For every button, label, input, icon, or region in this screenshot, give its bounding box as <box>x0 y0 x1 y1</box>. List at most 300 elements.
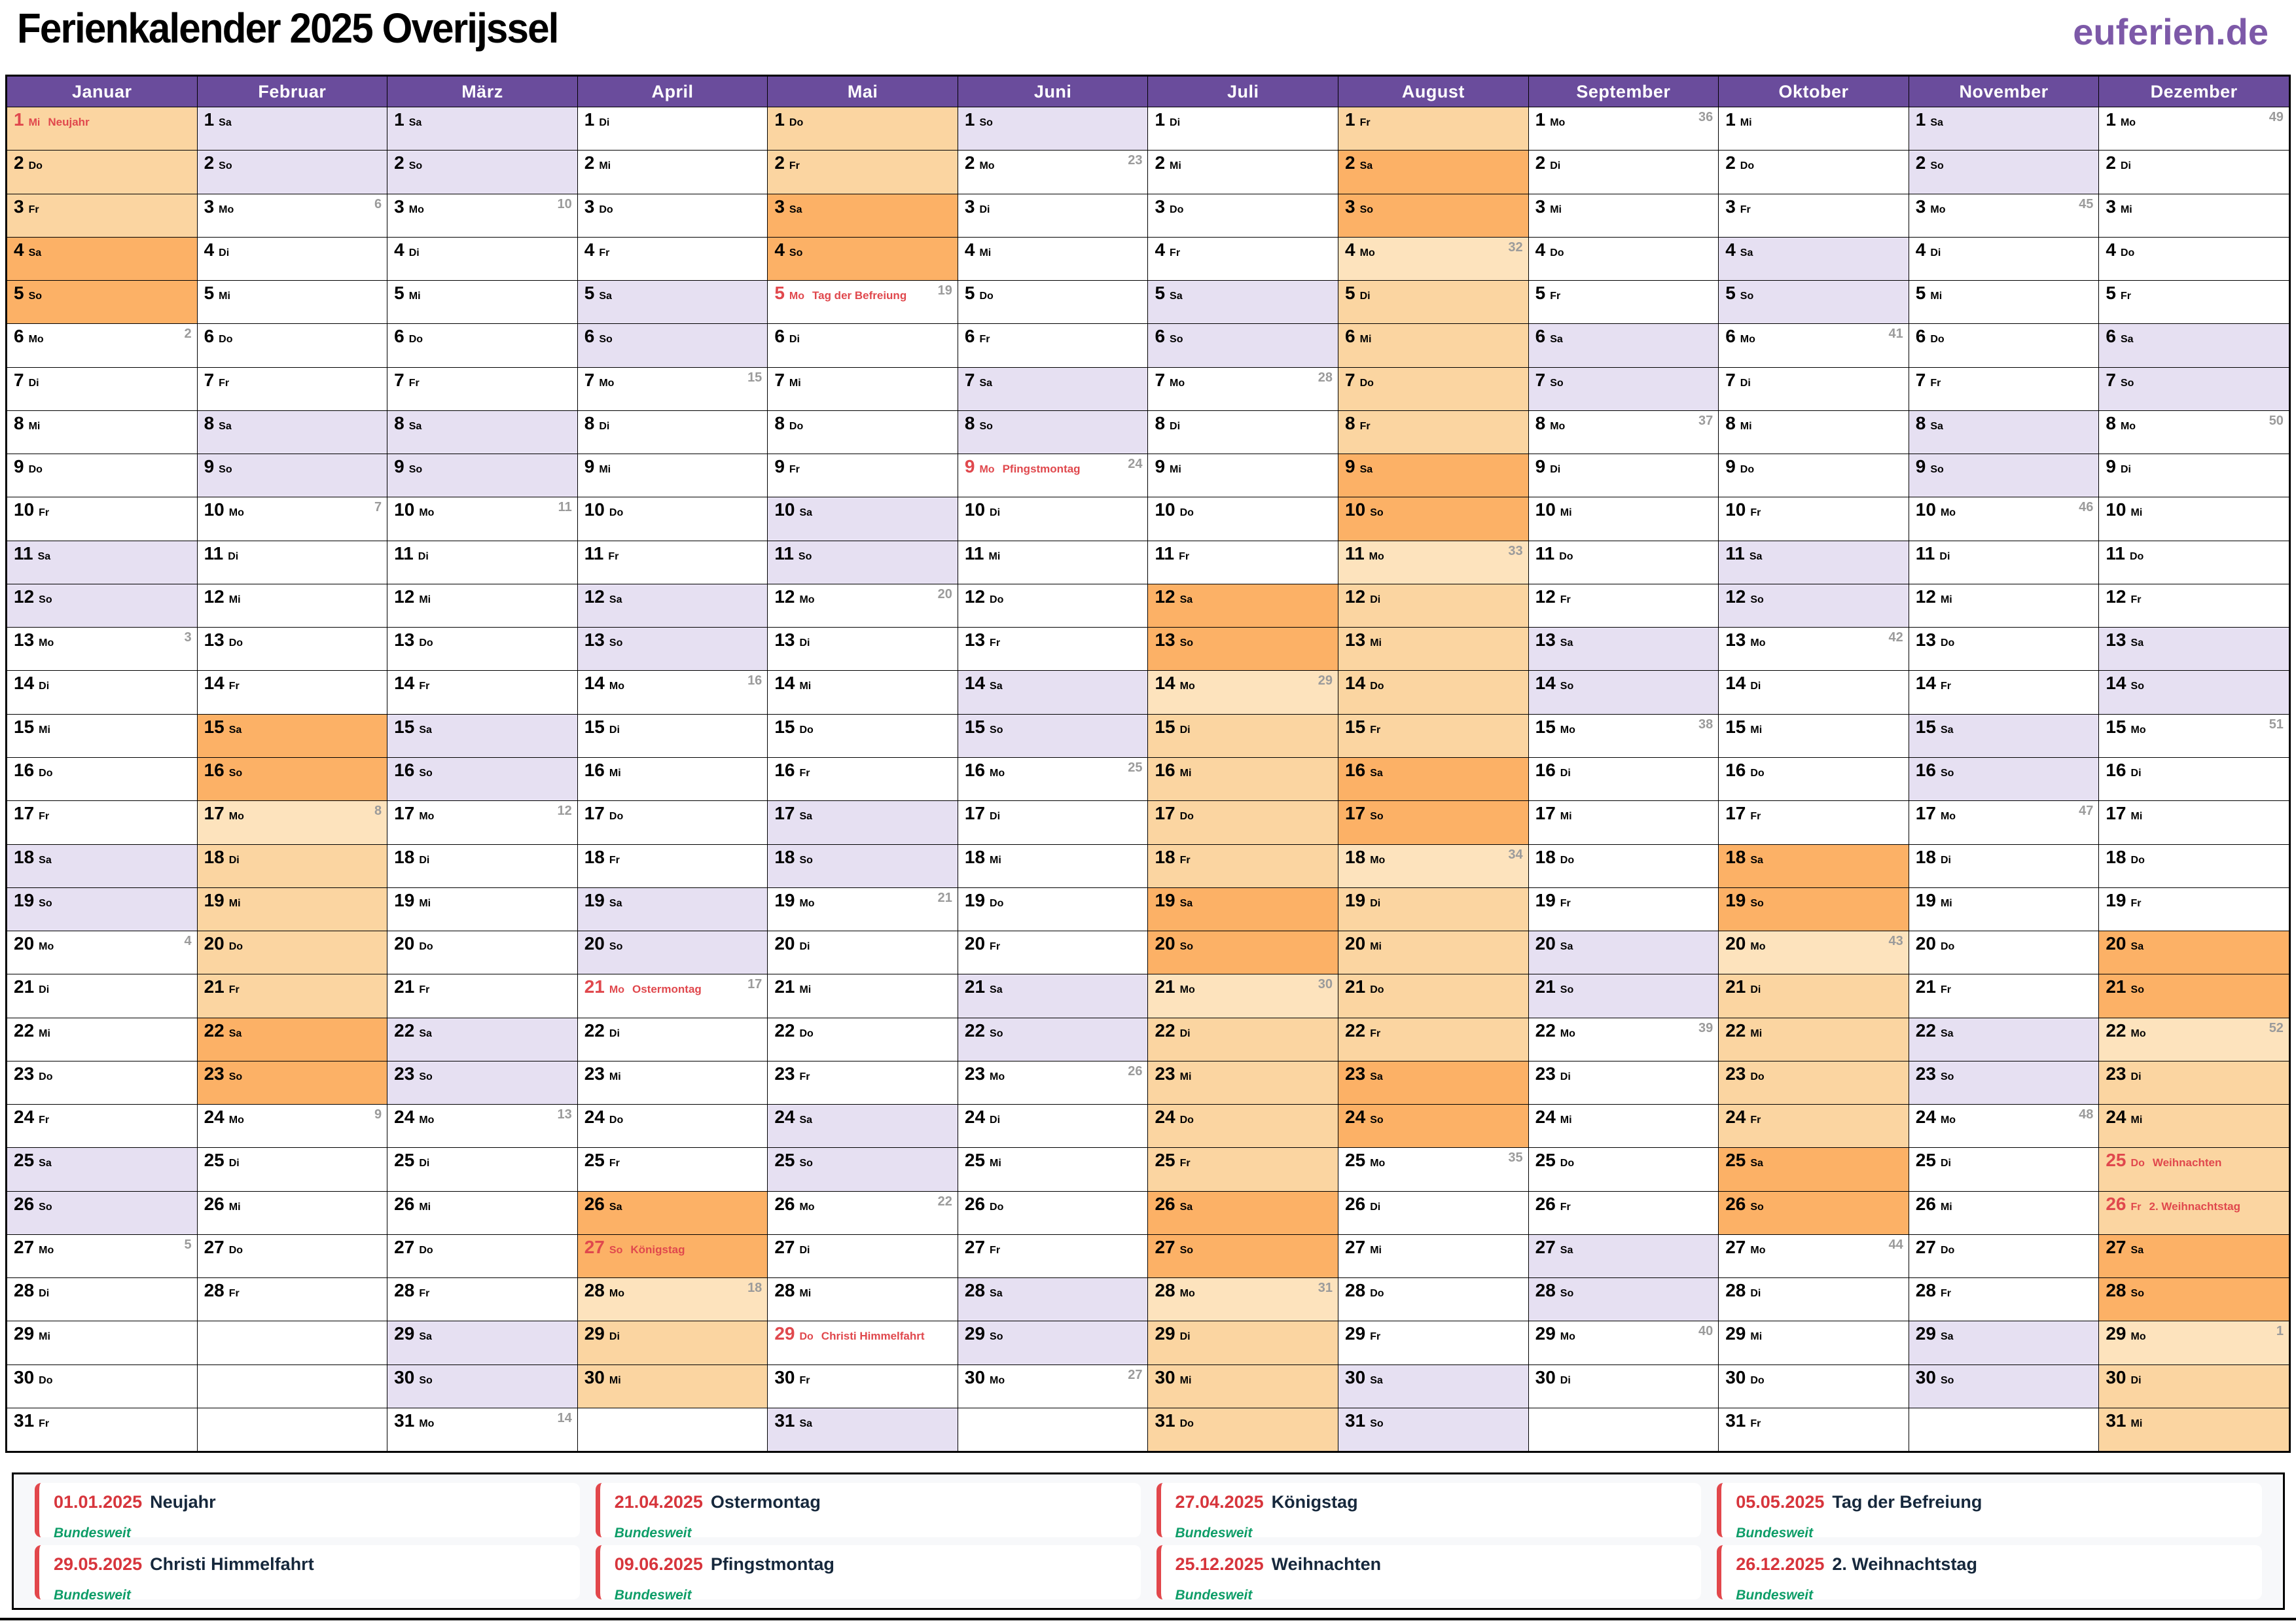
day-cell <box>1338 714 1528 757</box>
weekday-abbr: Sa <box>1370 1071 1383 1082</box>
weekday-abbr: Sa <box>1370 1374 1383 1386</box>
weekday-abbr: So <box>2130 681 2144 692</box>
day-cell <box>2099 1408 2289 1451</box>
day-line <box>1155 978 1334 996</box>
weekday-abbr: Do <box>1740 160 1755 172</box>
day-cell <box>1148 974 1338 1017</box>
day-number: 30 <box>964 1366 986 1387</box>
day-cell <box>1909 454 2099 497</box>
day-line <box>204 284 384 302</box>
day-number: 10 <box>204 499 224 520</box>
weekday-abbr: Fr <box>1179 1158 1191 1169</box>
day-line <box>204 371 384 389</box>
day-number: 8 <box>394 412 404 433</box>
weekday-abbr: Mo <box>419 1418 435 1429</box>
weekday-abbr: So <box>609 1244 623 1256</box>
weekday-abbr: Fr <box>1370 724 1381 736</box>
day-cell <box>578 107 768 150</box>
day-cell <box>578 1018 768 1061</box>
day-cell <box>958 1321 1148 1364</box>
holiday-date: 27.04.2025 <box>1175 1492 1264 1512</box>
weekday-abbr: Sa <box>39 854 52 866</box>
day-number: 20 <box>204 933 224 954</box>
day-number: 15 <box>204 716 224 737</box>
weekday-abbr: Mi <box>1370 637 1382 649</box>
day-line <box>774 1108 954 1126</box>
day-line <box>2106 1151 2285 1169</box>
day-line <box>965 1108 1144 1126</box>
day-line <box>14 674 193 692</box>
day-cell <box>1338 367 1528 410</box>
day-number: 28 <box>204 1280 224 1301</box>
weekday-abbr: Do <box>228 637 243 649</box>
day-cell <box>958 194 1148 237</box>
weekday-abbr: Fr <box>39 1115 50 1126</box>
day-line <box>1535 284 1715 302</box>
day-line <box>965 935 1144 953</box>
day-line <box>584 1325 764 1343</box>
day-line <box>2106 1195 2285 1213</box>
empty-day-cell <box>958 1408 1148 1451</box>
weekday-abbr: Fr <box>609 854 620 866</box>
day-line <box>1345 327 1524 346</box>
day-cell <box>198 107 387 150</box>
day-number: 7 <box>2106 369 2116 390</box>
day-line <box>14 935 193 953</box>
day-number: 18 <box>584 846 605 867</box>
day-number: 7 <box>1915 369 1926 390</box>
day-cell <box>387 1234 577 1277</box>
week-number: 42 <box>1888 630 1903 645</box>
day-number: 27 <box>1915 1236 1936 1257</box>
day-number: 6 <box>1345 326 1355 347</box>
day-number: 30 <box>1345 1366 1366 1387</box>
day-line <box>2106 1412 2285 1430</box>
day-line <box>774 1368 954 1387</box>
weekday-abbr: Di <box>789 334 800 346</box>
month-header: Mai <box>768 77 958 107</box>
weekday-abbr: Mi <box>1750 724 1763 736</box>
weekday-abbr: Mi <box>599 464 611 476</box>
weekday-abbr: Fr <box>28 204 39 215</box>
day-cell <box>1148 1147 1338 1190</box>
day-line <box>1345 1065 1524 1083</box>
day-line <box>14 327 193 346</box>
day-line <box>1535 198 1715 216</box>
day-cell <box>958 237 1148 280</box>
day-number: 30 <box>14 1366 35 1387</box>
weekday-abbr: Mo <box>979 160 995 172</box>
weekday-abbr: Mo <box>419 811 435 823</box>
weekday-abbr: Di <box>799 637 810 649</box>
day-number: 20 <box>394 933 415 954</box>
day-cell <box>768 497 958 540</box>
day-line <box>14 761 193 779</box>
day-number: 20 <box>774 933 795 954</box>
day-cell <box>1719 627 1909 670</box>
day-number: 27 <box>1535 1236 1556 1257</box>
day-number: 10 <box>2106 499 2126 520</box>
day-line <box>774 804 954 823</box>
day-number: 12 <box>394 586 415 607</box>
day-line <box>1155 935 1334 953</box>
day-number: 24 <box>394 1107 415 1128</box>
day-cell <box>1909 150 2099 193</box>
day-cell <box>1529 541 1719 584</box>
day-line <box>584 978 764 996</box>
day-cell <box>1909 584 2099 627</box>
day-number: 7 <box>1155 369 1166 390</box>
day-line <box>2106 371 2285 389</box>
day-cell <box>7 454 197 497</box>
weekday-abbr: Fr <box>228 1288 240 1300</box>
day-line <box>1916 1368 2095 1387</box>
weekday-abbr: Di <box>599 420 610 432</box>
day-number: 3 <box>1345 196 1355 217</box>
weekday-abbr: Fr <box>799 1071 810 1082</box>
day-number: 15 <box>1345 716 1366 737</box>
day-cell <box>7 1321 197 1364</box>
weekday-abbr: So <box>1179 941 1194 953</box>
day-line <box>1345 544 1524 563</box>
weekday-abbr: Mo <box>228 507 244 519</box>
weekday-abbr: So <box>1750 1201 1764 1213</box>
day-number: 13 <box>584 630 605 651</box>
weekday-abbr: Do <box>1370 1288 1384 1300</box>
day-cell <box>1529 887 1719 931</box>
day-number: 30 <box>394 1366 415 1387</box>
day-line <box>394 1368 573 1387</box>
day-line <box>1155 1151 1334 1169</box>
day-line <box>394 1065 573 1083</box>
weekday-abbr: Mi <box>1740 117 1752 128</box>
day-number: 2 <box>1915 152 1926 173</box>
day-number: 16 <box>14 759 35 780</box>
day-number: 26 <box>1535 1193 1556 1214</box>
day-number: 1 <box>1725 109 1736 130</box>
day-line <box>1725 631 1905 649</box>
day-cell <box>1909 1018 2099 1061</box>
weekday-abbr: Do <box>1559 550 1573 562</box>
day-line <box>965 761 1144 779</box>
day-line <box>774 631 954 649</box>
day-number: 28 <box>1155 1280 1175 1301</box>
bottom-rule <box>0 1618 2296 1620</box>
weekday-abbr: Sa <box>799 811 813 823</box>
day-cell <box>7 714 197 757</box>
day-line <box>1155 848 1334 866</box>
day-cell <box>2099 194 2289 237</box>
weekday-abbr: Di <box>1550 160 1561 172</box>
day-number: 28 <box>14 1280 35 1301</box>
day-line <box>774 978 954 996</box>
day-line <box>1916 414 2095 433</box>
day-number: 24 <box>1915 1107 1936 1128</box>
day-cell <box>1148 367 1338 410</box>
month-header: April <box>578 77 768 107</box>
week-number: 49 <box>2269 110 2284 124</box>
weekday-abbr: Sa <box>979 377 993 389</box>
day-cell <box>578 1147 768 1190</box>
day-number: 26 <box>964 1193 986 1214</box>
day-number: 15 <box>1725 716 1746 737</box>
day-cell <box>1148 323 1338 366</box>
day-cell <box>387 1408 577 1451</box>
day-number: 27 <box>14 1236 35 1257</box>
weekday-abbr: Fr <box>608 550 619 562</box>
day-number: 28 <box>2106 1280 2126 1301</box>
day-cell <box>2099 280 2289 323</box>
weekday-abbr: Di <box>1940 1158 1951 1169</box>
holiday-scope: Bundesweit <box>1736 1588 1814 1599</box>
weekday-abbr: Di <box>418 550 429 562</box>
week-number: 16 <box>747 673 762 688</box>
day-line <box>1725 761 1905 779</box>
day-cell <box>958 1147 1148 1190</box>
day-cell <box>1529 844 1719 887</box>
day-number: 16 <box>1535 759 1556 780</box>
day-line <box>2106 631 2285 649</box>
day-line <box>204 1151 384 1169</box>
week-number: 43 <box>1888 934 1903 949</box>
day-cell <box>1148 1018 1338 1061</box>
day-number: 14 <box>1725 673 1746 694</box>
weekday-abbr: Sa <box>2130 1244 2144 1256</box>
holiday-card-line <box>1736 1554 2248 1575</box>
weekday-abbr: Sa <box>1940 724 1954 736</box>
weekday-abbr: Mi <box>2130 1115 2143 1126</box>
day-cell <box>7 237 197 280</box>
day-number: 9 <box>204 456 215 477</box>
day-cell <box>768 1147 958 1190</box>
day-number: 22 <box>14 1020 35 1041</box>
day-number: 21 <box>204 976 224 997</box>
day-line <box>1535 891 1715 910</box>
weekday-abbr: Do <box>1560 1158 1575 1169</box>
month-header: September <box>1529 77 1719 107</box>
day-number: 23 <box>964 1063 986 1084</box>
weekday-abbr: Mo <box>1930 204 1946 215</box>
day-cell <box>387 714 577 757</box>
day-number: 4 <box>394 239 404 260</box>
weekday-abbr: Fr <box>799 767 810 779</box>
day-number: 4 <box>1155 239 1166 260</box>
day-line <box>204 501 384 519</box>
day-cell <box>1148 497 1338 540</box>
day-line <box>2106 935 2285 953</box>
day-cell <box>1909 323 2099 366</box>
day-number: 29 <box>14 1323 35 1344</box>
day-cell <box>2099 1191 2289 1234</box>
day-line <box>1155 154 1334 172</box>
day-line <box>965 544 1144 563</box>
day-number: 29 <box>1915 1323 1936 1344</box>
day-line <box>1345 1281 1524 1300</box>
day-number: 13 <box>394 630 415 651</box>
day-cell <box>1719 1321 1909 1364</box>
day-number: 3 <box>14 196 24 217</box>
day-line <box>774 848 954 866</box>
day-cell <box>198 931 387 974</box>
day-cell <box>387 497 577 540</box>
day-line <box>584 718 764 736</box>
day-line <box>1916 111 2095 129</box>
day-cell <box>1719 800 1909 844</box>
day-line <box>774 761 954 779</box>
day-number: 4 <box>1345 239 1355 260</box>
day-cell <box>1719 107 1909 150</box>
day-line <box>204 414 384 433</box>
day-line <box>1345 978 1524 996</box>
weekday-abbr: Di <box>1940 854 1951 866</box>
day-cell <box>1338 670 1528 713</box>
day-number: 19 <box>584 889 605 910</box>
day-line <box>1155 198 1334 216</box>
day-number: 18 <box>2106 846 2126 867</box>
weekday-abbr: Sa <box>228 724 242 736</box>
day-cell <box>1909 800 2099 844</box>
weekday-abbr: Mi <box>1179 767 1192 779</box>
day-number: 21 <box>1725 976 1746 997</box>
day-cell <box>1909 1364 2099 1408</box>
day-cell <box>578 1061 768 1104</box>
day-number: 19 <box>394 889 415 910</box>
empty-day-cell <box>1529 1408 1719 1451</box>
day-cell <box>1719 1234 1909 1277</box>
weekday-abbr: So <box>1370 1115 1384 1126</box>
day-cell <box>7 1408 197 1451</box>
day-number: 11 <box>14 543 33 563</box>
holiday-card-line <box>1175 1554 1687 1575</box>
day-line <box>1725 1195 1905 1213</box>
weekday-abbr: Fr <box>39 811 50 823</box>
weekday-abbr: Di <box>2120 160 2131 172</box>
weekday-abbr: Do <box>28 160 43 172</box>
day-number: 21 <box>1915 976 1936 997</box>
day-cell <box>1909 1104 2099 1147</box>
day-cell <box>1148 1104 1338 1147</box>
weekday-abbr: So <box>2130 984 2144 996</box>
day-cell <box>768 367 958 410</box>
empty-day-cell <box>1909 1408 2099 1451</box>
day-line <box>965 111 1144 129</box>
day-cell <box>1909 627 2099 670</box>
day-number: 16 <box>1155 759 1175 780</box>
day-line <box>965 1325 1144 1343</box>
weekday-abbr: Di <box>2130 1071 2142 1082</box>
day-number: 2 <box>1535 152 1546 173</box>
day-line <box>1916 501 2095 519</box>
week-number: 26 <box>1128 1063 1143 1079</box>
day-cell <box>2099 974 2289 1017</box>
day-cell <box>2099 323 2289 366</box>
day-line <box>1345 1151 1524 1169</box>
weekday-abbr: Mo <box>2130 1027 2146 1039</box>
weekday-abbr: So <box>1750 594 1764 605</box>
day-line <box>2106 674 2285 692</box>
day-number: 30 <box>774 1366 795 1387</box>
week-number: 9 <box>374 1107 382 1122</box>
day-line <box>394 241 573 259</box>
weekday-abbr: Mo <box>219 204 234 215</box>
day-number: 23 <box>1535 1063 1556 1084</box>
day-cell <box>1719 931 1909 974</box>
weekday-abbr: Do <box>1359 377 1374 389</box>
day-cell <box>1529 497 1719 540</box>
day-line <box>1535 1151 1715 1169</box>
day-number: 10 <box>774 499 795 520</box>
weekday-abbr: Do <box>1370 681 1384 692</box>
day-cell <box>768 541 958 584</box>
weekday-abbr: Do <box>990 1201 1004 1213</box>
day-cell <box>768 1061 958 1104</box>
day-line <box>394 631 573 649</box>
weekday-abbr: Do <box>228 1244 243 1256</box>
week-number: 13 <box>557 1107 572 1122</box>
day-line <box>774 1281 954 1300</box>
week-number: 17 <box>747 977 762 992</box>
day-line <box>394 457 573 476</box>
week-number: 3 <box>184 630 192 645</box>
day-line <box>2106 1368 2285 1387</box>
day-line <box>774 588 954 606</box>
day-line <box>1155 631 1334 649</box>
weekday-abbr: Fr <box>1740 204 1751 215</box>
day-cell <box>768 410 958 454</box>
day-cell <box>578 454 768 497</box>
weekday-abbr: So <box>1370 811 1384 823</box>
holiday-name: 2. Weihnachtstag <box>1832 1554 1977 1574</box>
day-line <box>1725 978 1905 996</box>
day-line <box>1155 284 1334 302</box>
weekday-abbr: So <box>39 1201 52 1213</box>
weekday-abbr: Do <box>2130 1158 2145 1169</box>
day-cell <box>387 974 577 1017</box>
day-number: 1 <box>1155 109 1166 130</box>
day-line <box>584 414 764 433</box>
weekday-abbr: Di <box>1179 724 1191 736</box>
day-cell <box>7 107 197 150</box>
weekday-abbr: Fr <box>39 1418 50 1429</box>
day-number: 7 <box>394 369 404 390</box>
day-number: 19 <box>1345 889 1366 910</box>
weekday-abbr: Mo <box>609 984 624 996</box>
day-line <box>1345 674 1524 692</box>
day-cell <box>578 1234 768 1277</box>
day-line <box>1916 718 2095 736</box>
day-number: 11 <box>1535 543 1555 563</box>
day-number: 30 <box>1915 1366 1936 1387</box>
weekday-abbr: Fr <box>1179 550 1190 562</box>
day-number: 7 <box>1725 369 1736 390</box>
week-number: 30 <box>1318 977 1333 992</box>
day-cell <box>958 974 1148 1017</box>
day-cell <box>1148 887 1338 931</box>
day-cell <box>1529 194 1719 237</box>
day-number: 18 <box>964 846 986 867</box>
holiday-label: Ostermontag <box>632 983 702 996</box>
day-cell <box>1529 627 1719 670</box>
weekday-abbr: Mo <box>1940 1115 1956 1126</box>
day-number: 21 <box>394 976 415 997</box>
euferien-logo[interactable]: euferien.de <box>2073 11 2269 52</box>
weekday-abbr: Sa <box>408 420 422 432</box>
day-line <box>14 198 193 216</box>
day-line <box>1725 1325 1905 1343</box>
day-cell <box>7 757 197 800</box>
day-number: 9 <box>394 456 404 477</box>
day-line <box>1725 1238 1905 1257</box>
